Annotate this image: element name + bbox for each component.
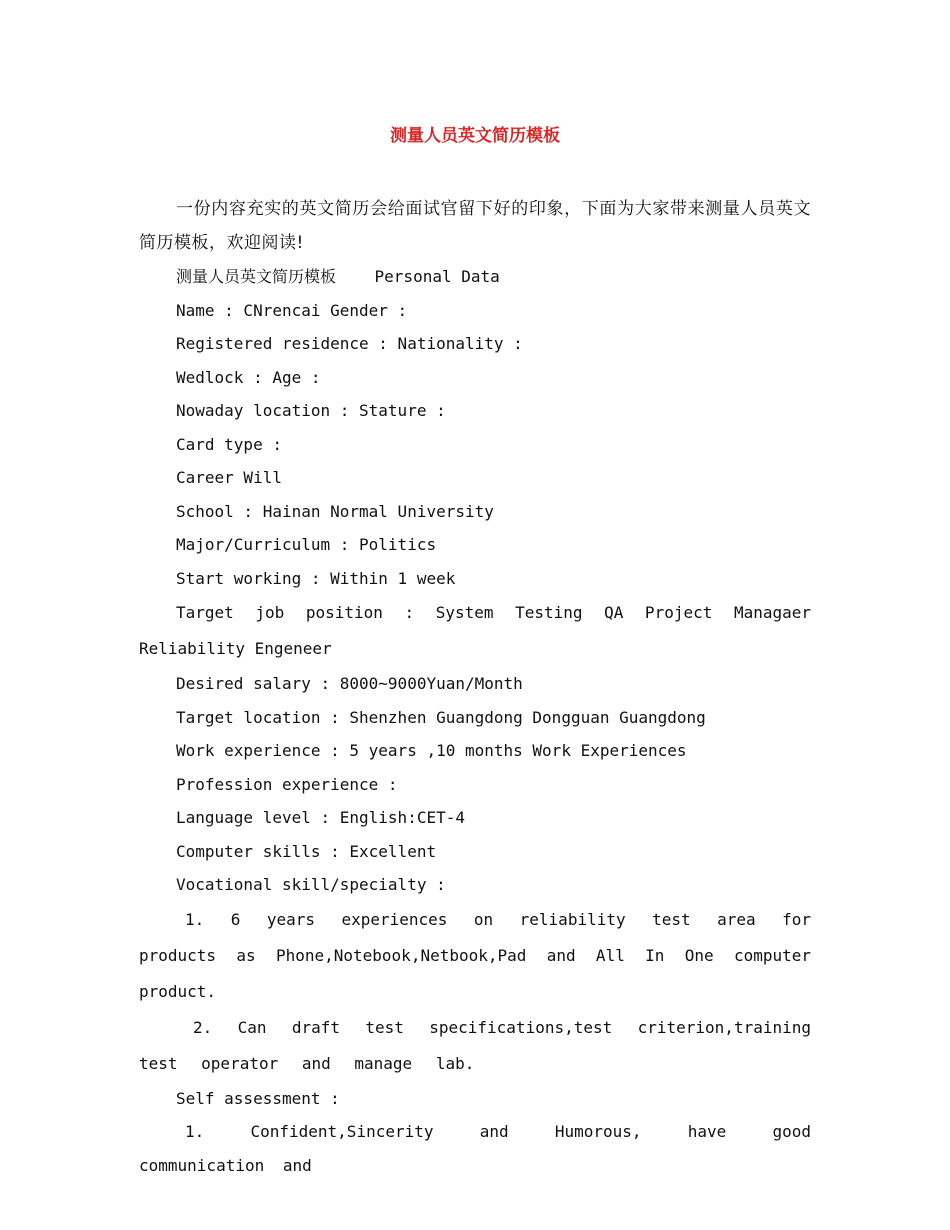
field-desired-salary: Desired salary : 8000~9000Yuan/Month	[176, 674, 523, 693]
self-assessment-item-1: 1. Confident,Sincerity and Humorous, have good communication and	[139, 1122, 830, 1175]
field-work-experience: Work experience : 5 years ,10 months Work Experiences	[176, 741, 687, 760]
field-profession-experience: Profession experience :	[176, 774, 398, 794]
field-language-level: Language level : English:CET-4	[176, 808, 465, 827]
intro-paragraph: 一份内容充实的英文简历会给面试官留下好的印象，下面为大家带来测量人员英文简历模板，欢迎阅读!	[139, 199, 811, 253]
skill-item-1: 1. 6 years experiences on reliability test area for products as Phone,Notebook,Netbook,Pad and All In One computer product.	[139, 909, 830, 1001]
field-card-type: Card type :	[176, 434, 282, 454]
field-school: School : Hainan Normal University	[176, 501, 494, 521]
field-career-will: Career Will	[176, 468, 282, 487]
document-body	[139, 192, 835, 1182]
document-title: 测量人员英文简历模板	[390, 126, 560, 146]
field-vocational-skill: Vocational skill/specialty :	[176, 875, 446, 894]
skill-item-2: 2. Can draft test specifications,test criterion,training test operator and manage lab.	[139, 1017, 835, 1073]
self-assessment-label: Self assessment :	[176, 1088, 340, 1108]
field-major: Major/Curriculum : Politics	[176, 535, 437, 554]
field-name-gender: Name : CNrencai Gender :	[176, 300, 408, 320]
field-residence-nationality: Registered residence : Nationality :	[176, 334, 523, 353]
field-start-working: Start working : Within 1 week	[176, 568, 456, 588]
field-location-stature: Nowaday location : Stature :	[176, 401, 446, 420]
field-target-location: Target location : Shenzhen Guangdong Dongguan Guangdong	[176, 707, 706, 727]
section-heading: 测量人员英文简历模板 Personal Data	[176, 267, 500, 286]
field-computer-skills: Computer skills : Excellent	[176, 841, 437, 861]
field-wedlock-age: Wedlock : Age :	[176, 367, 321, 387]
field-target-job: Target job position : System Testing QA Project Managaer Reliability Engeneer	[139, 603, 821, 658]
